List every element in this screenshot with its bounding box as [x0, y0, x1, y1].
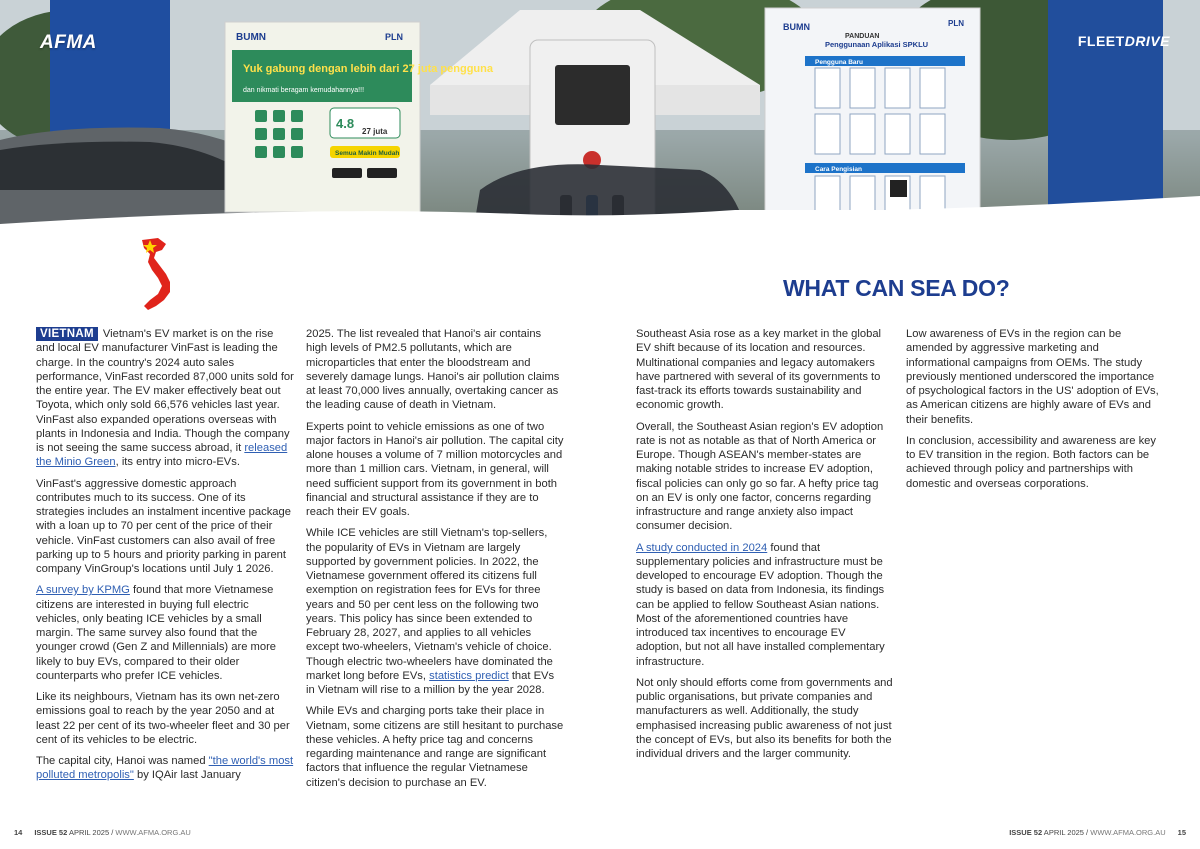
hero-photo — [0, 0, 1200, 250]
article-column-2 — [306, 327, 564, 797]
country-tag: VIETNAM — [36, 327, 98, 341]
footer-url[interactable]: WWW.AFMA.ORG.AU — [115, 828, 191, 837]
charging-station-scene — [0, 0, 1200, 250]
paragraph: Overall, the Southeast Asian region's EV adoption rate is not as notable as that of North America or Europe. Though ASEAN's member-states are making notable strides to increase EV adoption, fiscal policies can only go so far. A hefty price tag on an EV is only one factor, concerns regarding infrastructure and range anxiety also impact consumer decision. — [636, 420, 884, 533]
link-study-2024[interactable]: A study conducted in 2024 — [636, 541, 768, 554]
article-column-3 — [636, 327, 894, 768]
section-tag: FLEETDRIVE — [1077, 33, 1170, 49]
paragraph: While ICE vehicles are still Vietnam's top-sellers, the popularity of EVs in Vietnam are largely supported by government policies. In 2022, the Vietnamese government offered its citizens full exemption on registration fees for EVs for three years and 50 per cent less on the following two years. This policy has since been extended to February 28, 2027, and applies to all vehicles except two-wheelers, Vietnam's vehicle of choice. Though electric two-wheelers have dominated the market long before EVs, statistics predict that EVs in Vietnam will rise to a million by the year 2028. — [306, 527, 555, 696]
svg-text:4.8: 4.8 — [336, 116, 355, 131]
svg-text:dan nikmati beragam kemudahann: dan nikmati beragam kemudahannya!!! — [243, 87, 365, 94]
paragraph: Like its neighbours, Vietnam has its own net-zero emissions goal to reach by the year 2050 and at least 22 per cent of its two-wheeler fleet and 30 per cent of its vehicles to be electric. — [36, 691, 290, 746]
page-headline: WHAT CAN SEA DO? — [783, 275, 1010, 301]
svg-text:Cara Pengisian: Cara Pengisian — [815, 166, 862, 173]
paragraph: A survey by KPMG found that more Vietnamese citizens are interested in buying full electric vehicles, only beating ICE vehicles by a small margin. The same survey also found that the younger crowd (Gen Z and Millennials) are more likely to buy EVs, compared to their older counterparts who prefer ICE vehicles. — [36, 584, 277, 682]
paragraph: Experts point to vehicle emissions as one of two major factors in Hanoi's air pollution. The capital city alone houses a volume of 7 million motorcycles and more than 1 million cars. Vietnam, in general, will need sufficient support from its government in both financial and structural assistance if they are to reach their EV goals. — [306, 420, 564, 518]
svg-text:PANDUAN: PANDUAN — [845, 33, 880, 40]
vietnam-map-icon — [136, 236, 184, 314]
page-number-right: 15 — [1177, 828, 1186, 837]
paragraph: In conclusion, accessibility and awareness are key to EV transition in the region. Both factors can be achieved through policy and partnerships with domestic and overseas corporations. — [906, 434, 1156, 490]
svg-text:Semua Makin Mudah: Semua Makin Mudah — [335, 150, 400, 157]
svg-text:Penggunaan Aplikasi SPKLU: Penggunaan Aplikasi SPKLU — [825, 40, 929, 49]
svg-text:PLN: PLN — [948, 19, 964, 28]
svg-text:27 juta: 27 juta — [362, 127, 388, 136]
svg-text:Yuk gabung dengan lebih dari 2: Yuk gabung dengan lebih dari 27 juta pengguna — [243, 63, 493, 75]
afma-logo: AFMA — [40, 32, 97, 53]
footer-left: 14 ISSUE 52 APRIL 2025 / WWW.AFMA.ORG.AU — [14, 828, 191, 837]
paragraph: VinFast's aggressive domestic approach contributes much to its success. One of its strategies includes an instalment incentive package with a loan up to 70 per cent of the price of their vehicle. VinFast customers can also avail of free parking up to 5 hours and priority parking in parent company VinGroup's locations until July 1 2026. — [36, 477, 291, 575]
paragraph: The capital city, Hanoi was named "the world's most polluted metropolis" by IQAir last January — [36, 755, 294, 782]
link-statistics-predict[interactable]: statistics predict — [429, 669, 509, 682]
paragraph: Southeast Asia rose as a key market in the global EV shift because of its location and resources. Multinational companies and legacy automakers have partnered with several of its governments to fast-track its efforts towards sustainability and economic growth. — [636, 328, 882, 412]
svg-text:PLN: PLN — [385, 32, 403, 42]
paragraph: VIETNAM Vietnam's EV market is on the rise and local EV manufacturer VinFast is leading the charge. In the country's 2024 auto sales performance, VinFast recorded 87,000 units sold for the entire year. The EV maker effectively beat out Toyota, which only sold 66,576 vehicles last year. VinFast also expanded operations overseas with plants in Indonesia and India. Though the company is not seeing the same success abroad, it released the Minio Green, its entry into micro-EVs. — [36, 328, 294, 469]
svg-text:BUMN: BUMN — [783, 22, 810, 32]
footer-url[interactable]: WWW.AFMA.ORG.AU — [1090, 828, 1166, 837]
svg-text:Pengguna Baru: Pengguna Baru — [815, 59, 864, 66]
link-kpmg-survey[interactable]: A survey by KPMG — [36, 584, 130, 597]
paragraph: While EVs and charging ports take their place in Vietnam, some citizens are still hesitant to purchase these vehicles. A hefty price tag and concerns regarding maintenance and range are significant factors that influence the regular Vietnamese citizen's decision to purchase an EV. — [306, 705, 564, 789]
paragraph: Low awareness of EVs in the region can be amended by aggressive marketing and informational campaigns from OEMs. The study previously mentioned underscored the importance of psychological factors in the US' adoption of EVs, as American citizens are highly aware of EVs and their benefits. — [906, 328, 1159, 426]
footer-right: ISSUE 52 APRIL 2025 / WWW.AFMA.ORG.AU 15 — [1009, 828, 1186, 837]
page-number-left: 14 — [14, 828, 23, 837]
link-minio-green[interactable]: released the Minio Green — [36, 442, 288, 469]
paragraph: 2025. The list revealed that Hanoi's air contains high levels of PM2.5 pollutants, which are microparticles that enter the bloodstream and severely damage lungs. Hanoi's air pollution claims at least 70,000 lives annually, overtaking cancer as the leading cause of death in Vietnam. — [306, 328, 560, 412]
paragraph: Not only should efforts come from governments and public organisations, but private companies and manufacturers as well. Additionally, the study emphasised increasing public awareness of not just the concept of EVs, but also its benefits for both the individual drivers and the larger community. — [636, 676, 893, 760]
link-polluted-metropolis[interactable]: "the world's most polluted metropolis" — [36, 755, 294, 782]
paragraph: A study conducted in 2024 found that supplementary policies and infrastructure must be developed to encourage EV adoption. Though the study is based on data from Indonesia, its findings can be applied to fellow Southeast Asian nations. Most of the aforementioned countries have introduced tax incentives to encourage EV adoption, but not all have installed complementary infrastructure. — [636, 541, 885, 668]
svg-text:BUMN: BUMN — [236, 32, 266, 43]
article-column-4 — [906, 327, 1164, 498]
article-column-1 — [36, 327, 294, 790]
